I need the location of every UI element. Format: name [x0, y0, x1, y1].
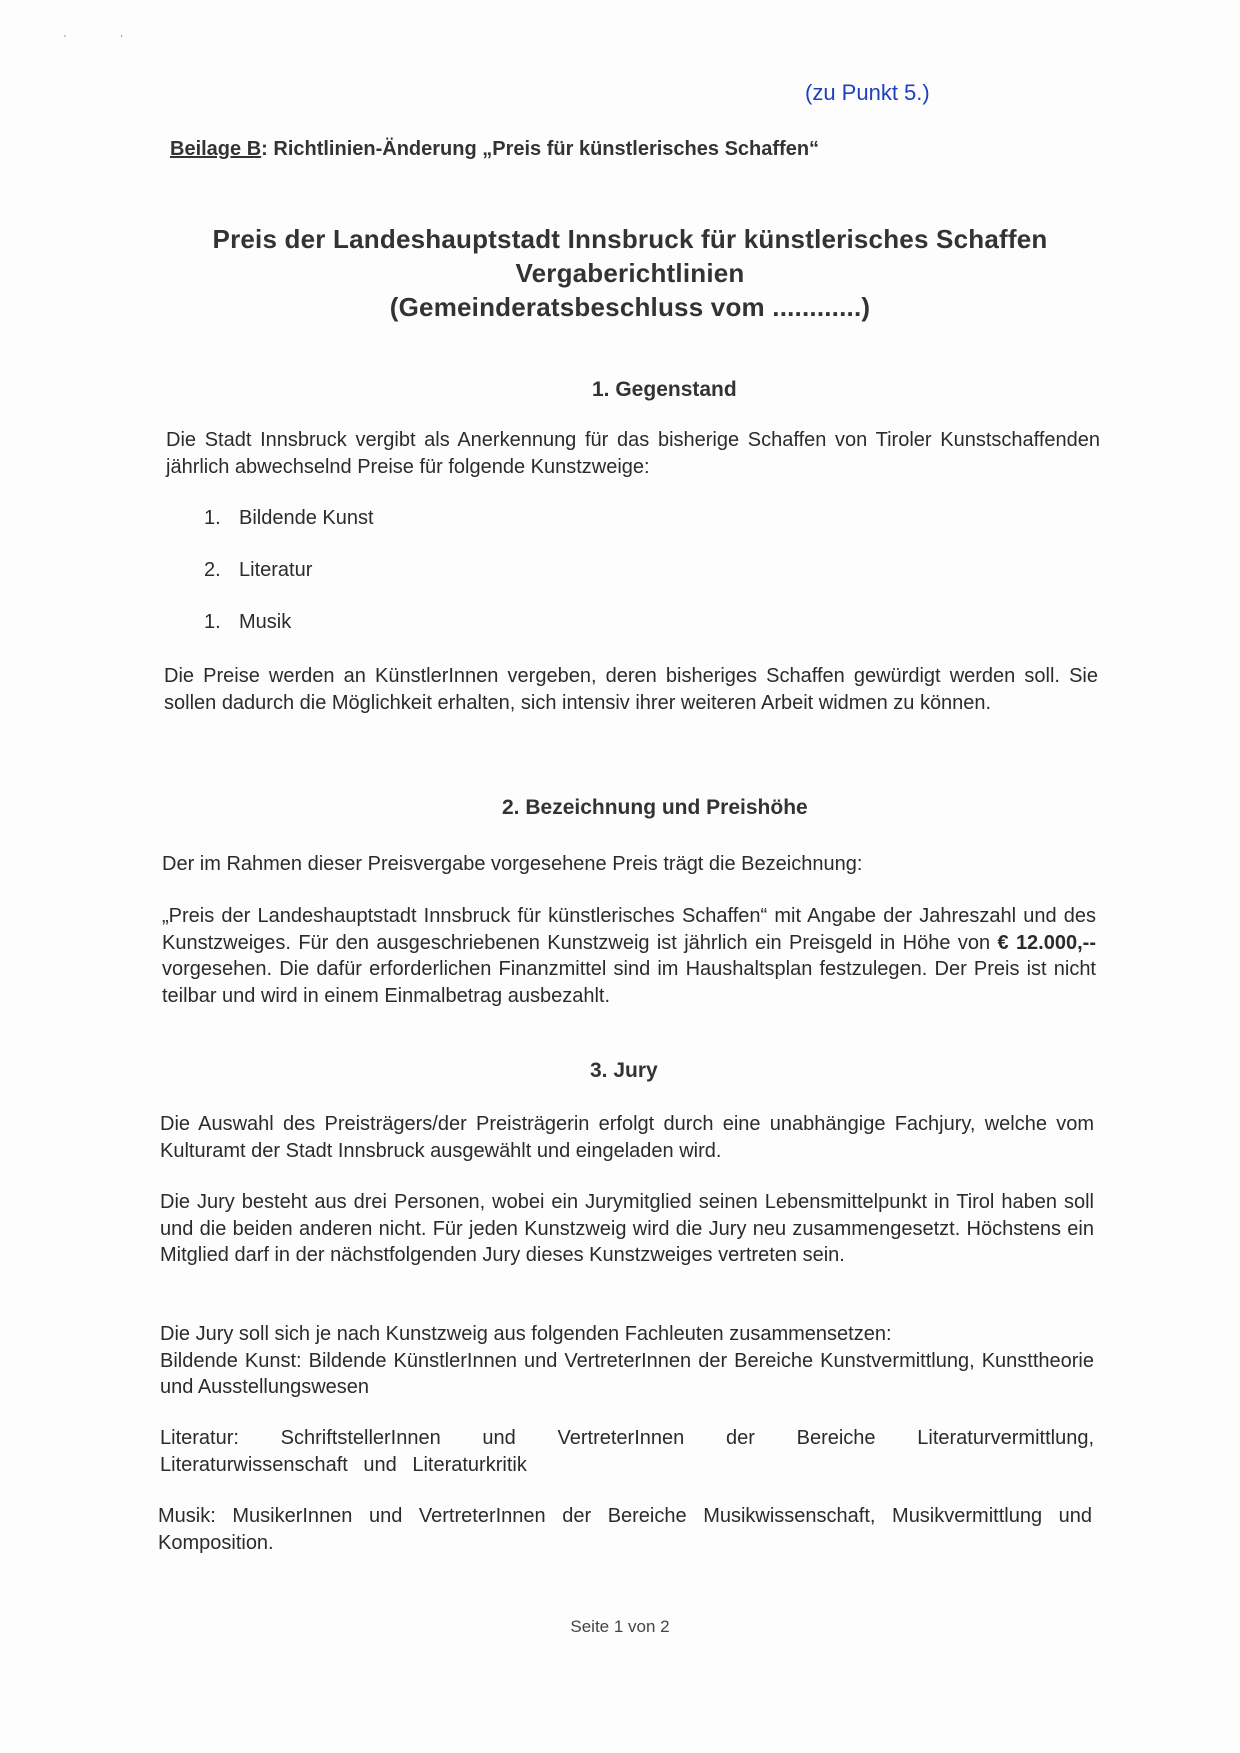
agenda-reference: (zu Punkt 5.): [805, 80, 930, 105]
document-title: [130, 222, 1130, 324]
enclosure-heading: [170, 138, 819, 161]
section-3-para-2: Die Jury besteht aus drei Personen, wobei ein Jurymitglied seinen Lebensmittelpunkt in Tirol haben soll und die beiden anderen nicht. Für jeden Kunstzweig wird die Jury neu zusammengesetzt. Höchstens ein Mitglied darf in der nächstfolgenden Jury dieses Kunstzweiges vertreten sein.: [160, 1191, 1094, 1266]
section-2-para-2-start: „Preis der Landeshauptstadt Innsbruck für künstlerisches Schaffen“ mit Angabe der Jahreszahl und des Kunstzweiges. Für den ausgeschriebenen Kunstzweig ist jährlich ein Preisgeld in Höhe von: [162, 905, 1096, 954]
list-item: [204, 559, 312, 582]
title-line-3: (Gemeinderatsbeschluss vom ............): [389, 292, 871, 322]
section-1-body: Die Preise werden an KünstlerInnen vergeben, deren bisheriges Schaffen gewürdigt werden soll. Sie sollen dadurch die Möglichkeit erhalten, sich intensiv ihrer weiteren Arbeit widmen zu können.: [164, 665, 1098, 714]
section-2-para-1: Der im Rahmen dieser Preisvergabe vorgesehene Preis trägt die Bezeichnung:: [162, 853, 863, 875]
list-item-number: 1.: [204, 507, 221, 529]
section-2-para-2: [162, 903, 1096, 1009]
section-3-para-3-line: Die Jury soll sich je nach Kunstzweig aus folgenden Fachleuten zusammensetzen:: [160, 1323, 892, 1345]
section-3-para-5: Musik: MusikerInnen und VertreterInnen der Bereiche Musikwissenschaft, Musikvermittlung und Komposition.: [158, 1505, 1092, 1554]
prize-amount: € 12.000,--: [997, 931, 1096, 954]
scan-artifact-marks: ' ': [64, 34, 149, 45]
list-item-number: 2.: [204, 559, 221, 581]
section-1-intro: Die Stadt Innsbruck vergibt als Anerkennung für das bisherige Schaffen von Tiroler Kunstschaffenden jährlich abwechselnd Preise für folgende Kunstzweige:: [166, 429, 1100, 478]
list-item-number: 1.: [204, 611, 221, 633]
section-3-para-3: [160, 1321, 1094, 1401]
section-3-para-1: Die Auswahl des Preisträgers/der Preisträgerin erfolgt durch eine unabhängige Fachjury, welche vom Kulturamt der Stadt Innsbruck ausgewählt und eingeladen wird.: [160, 1113, 1094, 1162]
section-3-para-3-rest: Bildende Kunst: Bildende KünstlerInnen und VertreterInnen der Bereiche Kunstvermittlung, Kunsttheorie und Ausstellungswesen: [160, 1349, 1094, 1398]
section-2-heading: 2. Bezeichnung und Preishöhe: [502, 796, 808, 819]
list-item-label: Bildende Kunst: [239, 507, 374, 529]
list-item: [204, 507, 374, 530]
title-line-1: Preis der Landeshauptstadt Innsbruck für künstlerisches Schaffen: [212, 224, 1048, 254]
list-item-label: Literatur: [239, 559, 313, 581]
title-line-2: Vergaberichtlinien: [515, 258, 745, 288]
section-2-para-2-end: vorgesehen. Die dafür erforderlichen Finanzmittel sind im Haushaltsplan festzulegen. Der Preis ist nicht teilbar und wird in einem Einmalbetrag ausbezahlt.: [162, 958, 1096, 1007]
list-item: [204, 611, 291, 634]
list-item-label: Musik: [239, 611, 292, 633]
section-3-para-4: Literatur: SchriftstellerInnen und VertreterInnen der Bereiche Literaturvermittlung, Literaturwissenschaft und Literaturkritik: [160, 1427, 1094, 1476]
section-3-heading: 3. Jury: [590, 1059, 658, 1082]
page-number: Seite 1 von 2: [570, 1617, 670, 1636]
enclosure-label: Beilage B: [170, 138, 262, 160]
section-1-heading: 1. Gegenstand: [592, 378, 737, 401]
enclosure-text: : Richtlinien-Änderung „Preis für künstlerisches Schaffen“: [261, 138, 820, 160]
